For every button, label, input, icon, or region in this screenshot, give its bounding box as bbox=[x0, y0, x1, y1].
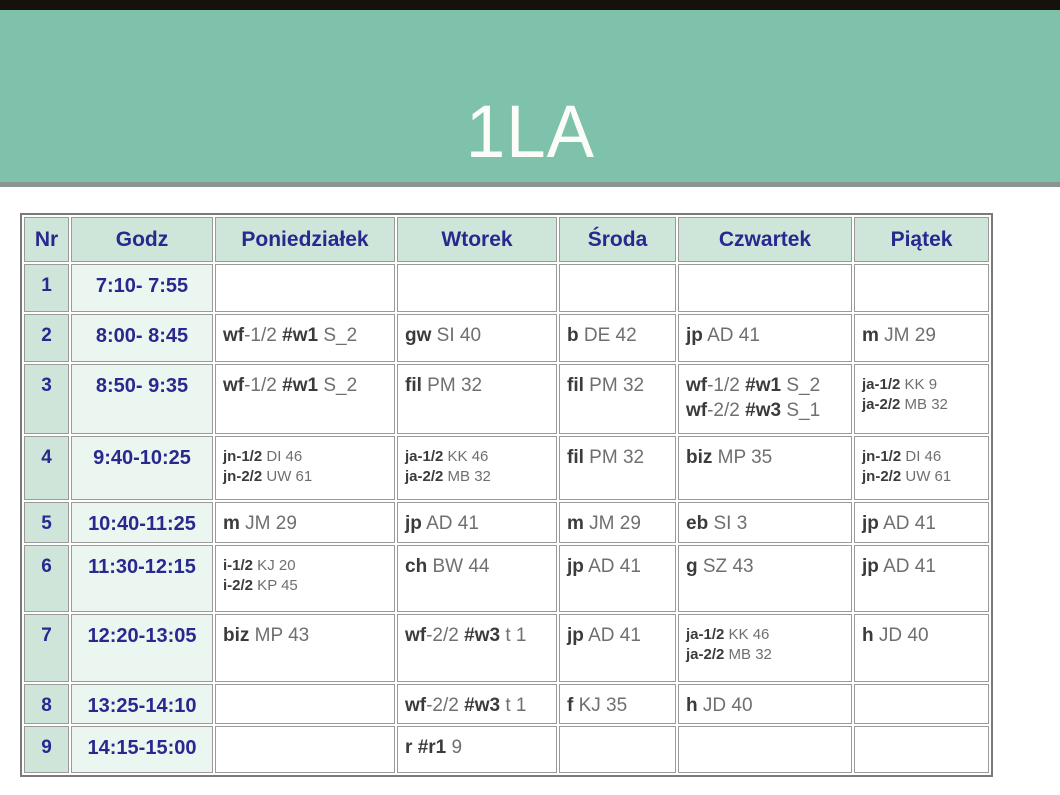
lesson-line bbox=[405, 554, 552, 579]
lesson-line bbox=[405, 323, 552, 348]
teacher-room: PM 32 bbox=[583, 447, 645, 468]
lesson-cell bbox=[397, 726, 557, 773]
lesson-line bbox=[567, 554, 671, 579]
subject-code: wf bbox=[223, 375, 245, 396]
lesson-number-cell: 6 bbox=[24, 545, 69, 612]
column-header: Godz bbox=[71, 217, 213, 262]
subject-code: biz bbox=[686, 447, 713, 468]
lesson-line bbox=[405, 511, 552, 536]
teacher-room: -2/2 bbox=[426, 625, 465, 646]
lesson-time-cell: 10:40-11:25 bbox=[71, 502, 213, 543]
lesson-line bbox=[567, 373, 671, 398]
lesson-line bbox=[686, 693, 847, 718]
lesson-cell bbox=[678, 684, 852, 724]
teacher-room: PM 32 bbox=[421, 375, 483, 396]
subject-code: ja-2/2 bbox=[862, 396, 901, 413]
teacher-room: SI 40 bbox=[431, 325, 482, 346]
lesson-cell bbox=[215, 684, 395, 724]
teacher-room: KK 46 bbox=[443, 448, 489, 465]
lesson-cell bbox=[854, 314, 989, 362]
timetable bbox=[20, 213, 993, 777]
subject-code: #w1 bbox=[282, 375, 319, 396]
lesson-line bbox=[223, 556, 390, 576]
lesson-line bbox=[686, 445, 847, 470]
table-row bbox=[24, 264, 989, 312]
lesson-cell bbox=[854, 264, 989, 312]
subject-code: jn-1/2 bbox=[862, 448, 902, 465]
table-row bbox=[24, 684, 989, 724]
teacher-room: PM 32 bbox=[583, 375, 645, 396]
lesson-time-cell: 7:10- 7:55 bbox=[71, 264, 213, 312]
subject-code: biz bbox=[223, 625, 250, 646]
lesson-cell bbox=[678, 545, 852, 612]
lesson-line bbox=[686, 645, 847, 665]
lesson-line bbox=[862, 623, 984, 648]
teacher-room: -2/2 bbox=[707, 400, 746, 421]
subject-code: jp bbox=[862, 513, 879, 534]
lesson-cell bbox=[397, 502, 557, 543]
lesson-line bbox=[405, 735, 552, 760]
subject-code: #r1 bbox=[417, 737, 447, 758]
lesson-cell bbox=[854, 545, 989, 612]
lesson-line bbox=[223, 467, 390, 487]
teacher-room: MB 32 bbox=[443, 468, 491, 485]
subject-code: ja-1/2 bbox=[405, 448, 444, 465]
teacher-room: JM 29 bbox=[583, 513, 641, 534]
lesson-line bbox=[405, 467, 552, 487]
lesson-cell bbox=[397, 545, 557, 612]
lesson-number-cell: 2 bbox=[24, 314, 69, 362]
column-header: Piątek bbox=[854, 217, 989, 262]
lesson-time-cell: 14:15-15:00 bbox=[71, 726, 213, 773]
lesson-number-cell: 4 bbox=[24, 436, 69, 500]
teacher-room: -1/2 bbox=[244, 375, 283, 396]
lesson-time-cell: 12:20-13:05 bbox=[71, 614, 213, 682]
table-row bbox=[24, 364, 989, 434]
lesson-line bbox=[686, 323, 847, 348]
lesson-line bbox=[686, 625, 847, 645]
subject-code: #w1 bbox=[282, 325, 319, 346]
subject-code: fil bbox=[405, 375, 422, 396]
timetable-container bbox=[20, 213, 1060, 777]
lesson-line bbox=[686, 554, 847, 579]
subject-code: h bbox=[862, 625, 874, 646]
subject-code: m bbox=[223, 513, 240, 534]
teacher-room: MP 43 bbox=[249, 625, 310, 646]
lesson-number-cell: 7 bbox=[24, 614, 69, 682]
class-banner bbox=[0, 10, 1060, 187]
teacher-room: KJ 20 bbox=[253, 557, 296, 574]
lesson-cell bbox=[559, 502, 676, 543]
lesson-line bbox=[567, 623, 671, 648]
subject-code: jp bbox=[862, 556, 879, 577]
subject-code: wf bbox=[223, 325, 245, 346]
subject-code: m bbox=[567, 513, 584, 534]
teacher-room: SI 3 bbox=[708, 513, 748, 534]
lesson-cell bbox=[678, 264, 852, 312]
subject-code: i-1/2 bbox=[223, 557, 254, 574]
lesson-number-cell: 9 bbox=[24, 726, 69, 773]
lesson-line bbox=[862, 323, 984, 348]
subject-code: ch bbox=[405, 556, 428, 577]
subject-code: jn-2/2 bbox=[862, 468, 902, 485]
subject-code: m bbox=[862, 325, 879, 346]
subject-code: jp bbox=[567, 556, 584, 577]
lesson-cell bbox=[559, 726, 676, 773]
subject-code: fil bbox=[567, 447, 584, 468]
column-header: Środa bbox=[559, 217, 676, 262]
lesson-cell bbox=[854, 684, 989, 724]
teacher-room: AD 41 bbox=[583, 556, 641, 577]
top-bar bbox=[0, 0, 1060, 10]
teacher-room: MB 32 bbox=[900, 396, 948, 413]
subject-code: g bbox=[686, 556, 698, 577]
teacher-room: AD 41 bbox=[702, 325, 760, 346]
lesson-line bbox=[223, 447, 390, 467]
subject-code: ja-2/2 bbox=[686, 646, 725, 663]
class-title: 1LA bbox=[465, 90, 595, 173]
lesson-line bbox=[567, 445, 671, 470]
teacher-room: KP 45 bbox=[253, 577, 298, 594]
teacher-room: UW 61 bbox=[901, 468, 952, 485]
table-row bbox=[24, 726, 989, 773]
table-row bbox=[24, 545, 989, 612]
lesson-cell bbox=[678, 502, 852, 543]
teacher-room: t 1 bbox=[500, 625, 527, 646]
lesson-cell bbox=[559, 314, 676, 362]
header-row bbox=[24, 217, 989, 262]
subject-code: ja-1/2 bbox=[686, 626, 725, 643]
teacher-room: MB 32 bbox=[724, 646, 772, 663]
table-row bbox=[24, 436, 989, 500]
lesson-cell bbox=[215, 614, 395, 682]
lesson-time-cell: 11:30-12:15 bbox=[71, 545, 213, 612]
teacher-room: JD 40 bbox=[697, 695, 753, 716]
lesson-number-cell: 5 bbox=[24, 502, 69, 543]
subject-code: b bbox=[567, 325, 579, 346]
lesson-cell bbox=[678, 364, 852, 434]
teacher-room: S_2 bbox=[318, 375, 358, 396]
table-row bbox=[24, 614, 989, 682]
lesson-time-cell: 8:00- 8:45 bbox=[71, 314, 213, 362]
subject-code: #w1 bbox=[745, 375, 782, 396]
lesson-cell bbox=[215, 726, 395, 773]
lesson-line bbox=[862, 375, 984, 395]
lesson-number-cell: 8 bbox=[24, 684, 69, 724]
lesson-cell bbox=[559, 614, 676, 682]
subject-code: jp bbox=[686, 325, 703, 346]
lesson-cell bbox=[397, 364, 557, 434]
subject-code: eb bbox=[686, 513, 709, 534]
subject-code: jn-1/2 bbox=[223, 448, 263, 465]
subject-code: fil bbox=[567, 375, 584, 396]
lesson-cell bbox=[559, 684, 676, 724]
lesson-line bbox=[223, 576, 390, 596]
teacher-room: S_1 bbox=[781, 400, 821, 421]
subject-code: r bbox=[405, 737, 413, 758]
lesson-cell bbox=[559, 264, 676, 312]
subject-code: ja-2/2 bbox=[405, 468, 444, 485]
subject-code: #w3 bbox=[464, 695, 501, 716]
subject-code: wf bbox=[405, 695, 427, 716]
subject-code: wf bbox=[405, 625, 427, 646]
lesson-line bbox=[405, 373, 552, 398]
lesson-number-cell: 1 bbox=[24, 264, 69, 312]
lesson-line bbox=[862, 554, 984, 579]
lesson-cell bbox=[397, 436, 557, 500]
teacher-room: AD 41 bbox=[878, 556, 936, 577]
lesson-cell bbox=[215, 364, 395, 434]
lesson-cell bbox=[559, 545, 676, 612]
lesson-line bbox=[686, 373, 847, 398]
subject-code: #w3 bbox=[464, 625, 501, 646]
lesson-cell bbox=[678, 726, 852, 773]
lesson-time-cell: 13:25-14:10 bbox=[71, 684, 213, 724]
subject-code: wf bbox=[686, 375, 708, 396]
lesson-cell bbox=[559, 364, 676, 434]
teacher-room: JM 29 bbox=[878, 325, 936, 346]
lesson-line bbox=[405, 693, 552, 718]
subject-code: i-2/2 bbox=[223, 577, 254, 594]
lesson-line bbox=[223, 373, 390, 398]
lesson-cell bbox=[854, 364, 989, 434]
teacher-room: KK 46 bbox=[724, 626, 770, 643]
teacher-room: UW 61 bbox=[262, 468, 313, 485]
lesson-cell bbox=[854, 502, 989, 543]
table-row bbox=[24, 314, 989, 362]
subject-code: ja-1/2 bbox=[862, 376, 901, 393]
lesson-cell bbox=[215, 264, 395, 312]
teacher-room: BW 44 bbox=[427, 556, 490, 577]
teacher-room: t 1 bbox=[500, 695, 527, 716]
lesson-line bbox=[223, 511, 390, 536]
subject-code: jp bbox=[567, 625, 584, 646]
column-header: Poniedziałek bbox=[215, 217, 395, 262]
lesson-cell bbox=[215, 314, 395, 362]
lesson-number-cell: 3 bbox=[24, 364, 69, 434]
teacher-room: SZ 43 bbox=[697, 556, 754, 577]
teacher-room: JD 40 bbox=[873, 625, 929, 646]
lesson-cell bbox=[854, 726, 989, 773]
lesson-cell bbox=[397, 614, 557, 682]
teacher-room: KK 9 bbox=[900, 376, 938, 393]
teacher-room: AD 41 bbox=[421, 513, 479, 534]
lesson-line bbox=[567, 511, 671, 536]
teacher-room: -1/2 bbox=[707, 375, 746, 396]
lesson-line bbox=[686, 398, 847, 423]
subject-code: jp bbox=[405, 513, 422, 534]
teacher-room: S_2 bbox=[781, 375, 821, 396]
lesson-line bbox=[686, 511, 847, 536]
lesson-line bbox=[223, 323, 390, 348]
lesson-cell bbox=[215, 502, 395, 543]
subject-code: gw bbox=[405, 325, 432, 346]
lesson-time-cell: 8:50- 9:35 bbox=[71, 364, 213, 434]
column-header: Wtorek bbox=[397, 217, 557, 262]
column-header: Nr bbox=[24, 217, 69, 262]
lesson-cell bbox=[678, 614, 852, 682]
lesson-line bbox=[862, 467, 984, 487]
lesson-cell bbox=[678, 314, 852, 362]
lesson-line bbox=[567, 323, 671, 348]
teacher-room: DI 46 bbox=[262, 448, 303, 465]
lesson-line bbox=[862, 511, 984, 536]
teacher-room: 9 bbox=[446, 737, 463, 758]
teacher-room: -1/2 bbox=[244, 325, 283, 346]
teacher-room: JM 29 bbox=[239, 513, 297, 534]
lesson-line bbox=[862, 447, 984, 467]
teacher-room: S_2 bbox=[318, 325, 358, 346]
lesson-cell bbox=[854, 436, 989, 500]
teacher-room: -2/2 bbox=[426, 695, 465, 716]
subject-code: wf bbox=[686, 400, 708, 421]
lesson-cell bbox=[397, 684, 557, 724]
subject-code: jn-2/2 bbox=[223, 468, 263, 485]
lesson-line bbox=[405, 623, 552, 648]
lesson-cell bbox=[397, 264, 557, 312]
lesson-line bbox=[405, 447, 552, 467]
lesson-line bbox=[862, 395, 984, 415]
subject-code: h bbox=[686, 695, 698, 716]
teacher-room: AD 41 bbox=[583, 625, 641, 646]
lesson-cell bbox=[215, 436, 395, 500]
teacher-room: DE 42 bbox=[578, 325, 637, 346]
lesson-cell bbox=[854, 614, 989, 682]
subject-code: #w3 bbox=[745, 400, 782, 421]
subject-code: f bbox=[567, 695, 574, 716]
column-header: Czwartek bbox=[678, 217, 852, 262]
lesson-time-cell: 9:40-10:25 bbox=[71, 436, 213, 500]
lesson-cell bbox=[215, 545, 395, 612]
lesson-line bbox=[567, 693, 671, 718]
teacher-room: MP 35 bbox=[712, 447, 773, 468]
teacher-room: KJ 35 bbox=[573, 695, 628, 716]
lesson-cell bbox=[559, 436, 676, 500]
teacher-room: AD 41 bbox=[878, 513, 936, 534]
table-row bbox=[24, 502, 989, 543]
lesson-cell bbox=[678, 436, 852, 500]
lesson-cell bbox=[397, 314, 557, 362]
lesson-line bbox=[223, 623, 390, 648]
teacher-room: DI 46 bbox=[901, 448, 942, 465]
